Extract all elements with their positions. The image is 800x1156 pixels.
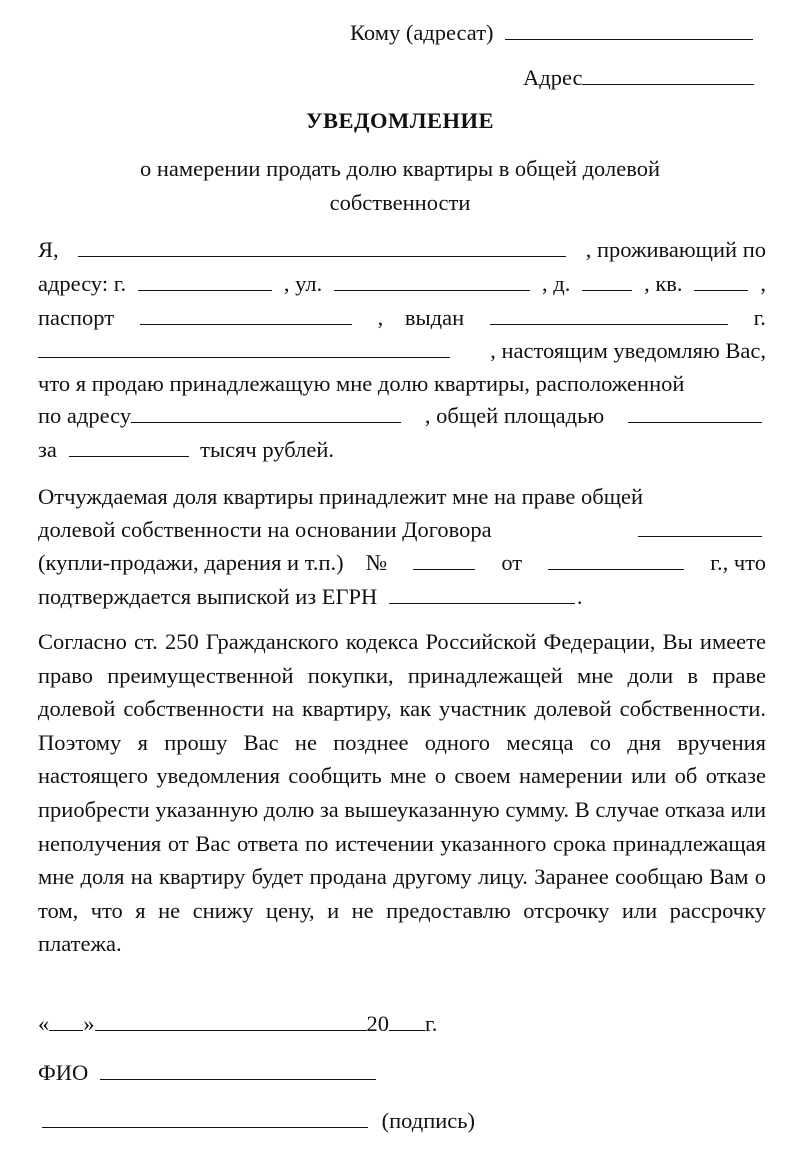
document-subtitle-line1: о намерении продать долю квартиры в общей долевой [139, 156, 660, 181]
text-b2-line3a: (купли-продажи, дарения и т.п.) [38, 550, 344, 575]
text-b2-line2: долевой собственности на основании Договора [38, 517, 492, 542]
block2-line1 [38, 484, 766, 510]
day-blank[interactable] [49, 1029, 83, 1031]
text-notify: , настоящим уведомляю Вас, [490, 338, 766, 363]
passport-blank[interactable] [140, 323, 352, 325]
contract-number-blank[interactable] [413, 568, 475, 570]
text-house: , д. [542, 271, 571, 296]
text-issued-comma: , [377, 305, 384, 330]
apt-blank[interactable] [694, 289, 748, 291]
block2-line3 [38, 550, 766, 576]
signature-line [42, 1108, 475, 1134]
fio-line [38, 1060, 380, 1086]
address-label: Адрес [523, 65, 583, 90]
text-issued: выдан [404, 305, 465, 330]
block1-line6 [38, 403, 766, 429]
block1-line2 [38, 271, 766, 297]
text-no: № [365, 550, 388, 575]
block2-line2 [38, 517, 766, 543]
area-blank[interactable] [628, 421, 762, 423]
year-prefix: 20 [366, 1011, 389, 1036]
block1-line3 [38, 305, 766, 331]
contract-date-blank[interactable] [548, 568, 684, 570]
text-comma: , [760, 271, 766, 296]
text-dot: . [576, 584, 583, 609]
block1-line1 [38, 237, 766, 263]
quote-close: » [83, 1011, 95, 1036]
text-area: , общей площадью [424, 403, 605, 428]
signature-label: (подпись) [381, 1108, 476, 1133]
recipient-line [350, 20, 757, 46]
name-blank[interactable] [78, 255, 566, 257]
price-blank[interactable] [69, 455, 189, 457]
date-line [38, 1011, 437, 1037]
property-address-blank[interactable] [131, 421, 401, 423]
fio-blank[interactable] [100, 1078, 376, 1080]
block1-line4 [38, 338, 766, 364]
contract-blank[interactable] [638, 535, 762, 537]
text-residing: , проживающий по [585, 237, 766, 262]
signature-blank[interactable] [42, 1126, 368, 1128]
address-blank[interactable] [582, 83, 754, 85]
month-blank[interactable] [95, 1029, 367, 1031]
text-apt: , кв. [644, 271, 683, 296]
issued-by-blank[interactable] [38, 356, 450, 358]
issued-blank[interactable] [490, 323, 728, 325]
text-b2-line4: подтверждается выпиской из ЕГРН [38, 584, 378, 609]
egrn-blank[interactable] [389, 602, 575, 604]
text-b2-line1: Отчуждаемая доля квартиры принадлежит мне на праве общей [38, 484, 644, 509]
text-from: от [501, 550, 523, 575]
recipient-blank[interactable] [505, 38, 753, 40]
street-blank[interactable] [334, 289, 530, 291]
block3-paragraph: Согласно ст. 250 Гражданского кодекса Российской Федерации, Вы имеете право преимущественной покупки, принадлежащей мне доли в праве долевой собственности на квартиру, как участник долевой собственности. Поэтому я прошу Вас не позднее одного месяца со дня вручения настоящего уведомления сообщить мне о своем намерении или об отказе приобрести указанную долю за вышеуказанную сумму. В случае отказа или неполучения от Вас ответа по истечении указанного срока принадлежащая мне доля на квартиру будет продана другому лицу. Заранее сообщаю Вам о том, что я не снижу цену, и не предоставлю отсрочку или рассрочку платежа. [38, 629, 766, 957]
block1-line5 [38, 371, 766, 397]
document-title: УВЕДОМЛЕНИЕ [305, 108, 495, 133]
text-year: г. [753, 305, 766, 330]
document-subtitle-line2: собственности [329, 190, 471, 215]
fio-label: ФИО [38, 1060, 89, 1085]
year-blank[interactable] [389, 1029, 425, 1031]
address-line [523, 65, 758, 91]
city-blank[interactable] [138, 289, 272, 291]
text-street: , ул. [283, 271, 323, 296]
text-thousand: тысяч рублей. [200, 437, 335, 462]
text-for: за [38, 437, 57, 462]
recipient-label: Кому (адресат) [350, 20, 494, 45]
text-address-city: адресу: г. [38, 271, 127, 296]
text-selling: что я продаю принадлежащую мне долю квартиры, расположенной [38, 371, 685, 396]
text-year-that: г., что [710, 550, 766, 575]
block2-line4 [38, 584, 583, 610]
house-blank[interactable] [582, 289, 632, 291]
block1-line7 [38, 437, 334, 463]
text-by-address: по адресу [38, 403, 132, 428]
year-suffix: г. [425, 1011, 438, 1036]
text-passport: паспорт [38, 305, 115, 330]
quote-open: « [38, 1011, 50, 1036]
text-i: Я, [38, 237, 59, 262]
